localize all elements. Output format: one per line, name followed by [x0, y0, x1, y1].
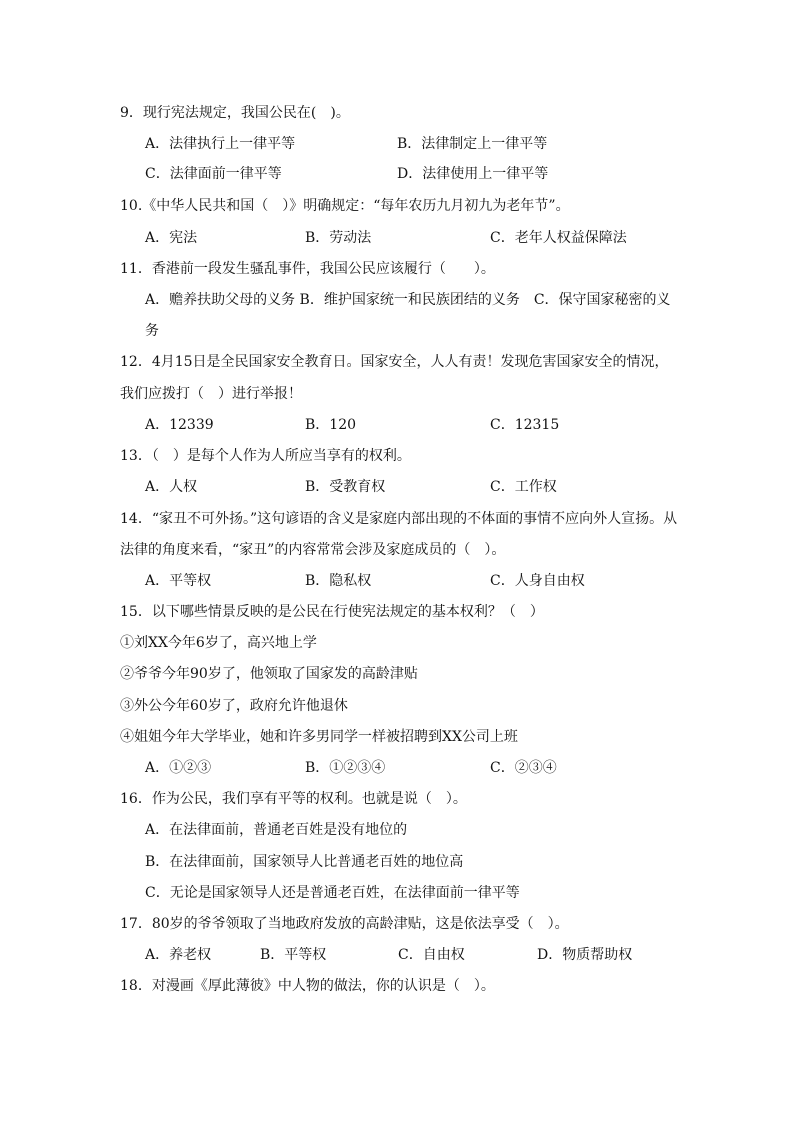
question-17-stem: 17．80岁的爷爷领取了当地政府发放的高龄津贴，这是依法享受（ ）。 — [120, 916, 569, 932]
question-10-option-b: B．劳动法 — [305, 230, 372, 246]
question-9-option-a: A．法律执行上一律平等 — [145, 136, 296, 152]
question-15-option-b: B．①②③④ — [305, 760, 386, 776]
question-15-item-1: ①刘XX今年6岁了，高兴地上学 — [120, 635, 317, 651]
question-15-item-4: ④姐姐今年大学毕业，她和许多男同学一样被招聘到XX公司上班 — [120, 729, 518, 745]
question-17-option-c: C．自由权 — [398, 947, 465, 963]
question-10-option-a: A．宪法 — [145, 230, 198, 246]
question-17-option-d: D．物质帮助权 — [537, 947, 633, 963]
question-14-stem-line1: 14．“家丑不可外扬。”这句谚语的含义是家庭内部出现的不体面的事情不应向外人宣扬。从 — [120, 511, 678, 527]
question-16-option-a: A．在法律面前，普通老百姓是没有地位的 — [145, 822, 408, 838]
question-17-option-a: A．养老权 — [145, 947, 212, 963]
question-12-option-b: B．120 — [305, 417, 357, 433]
question-15-stem: 15．以下哪些情景反映的是公民在行使宪法规定的基本权利？（ ） — [120, 604, 544, 620]
question-18-stem: 18．对漫画《厚此薄彼》中人物的做法，你的认识是（ ）。 — [120, 978, 495, 994]
question-9-option-d: D．法律使用上一律平等 — [397, 166, 549, 182]
question-15-item-3: ③外公今年60岁了，政府允许他退休 — [120, 698, 348, 714]
question-12-stem-line2: 我们应拨打（ ）进行举报！ — [120, 386, 302, 402]
question-12-option-c: C．12315 — [490, 417, 560, 433]
question-15-option-a: A．①②③ — [145, 760, 212, 776]
question-9-stem: 9．现行宪法规定，我国公民在( )。 — [120, 105, 350, 121]
question-15-option-c: C．②③④ — [490, 760, 557, 776]
question-9-option-b: B．法律制定上一律平等 — [397, 136, 548, 152]
question-16-option-b: B．在法律面前，国家领导人比普通老百姓的地位高 — [145, 854, 464, 870]
question-14-option-a: A．平等权 — [145, 573, 212, 589]
question-17-option-b: B．平等权 — [260, 947, 327, 963]
question-10-stem: 10.《中华人民共和国（ ）》明确规定：“每年农历九月初九为老年节”。 — [120, 198, 570, 214]
question-12-stem-line1: 12．4月15日是全民国家安全教育日。国家安全，人人有责！发现危害国家安全的情况， — [120, 354, 669, 370]
question-16-option-c: C．无论是国家领导人还是普通老百姓，在法律面前一律平等 — [145, 885, 520, 901]
question-15-item-2: ②爷爷今年90岁了，他领取了国家发的高龄津贴 — [120, 666, 418, 682]
question-14-stem-line2: 法律的角度来看，“家丑”的内容常常会涉及家庭成员的（ ）。 — [120, 542, 506, 558]
question-14-option-c: C．人身自由权 — [490, 573, 585, 589]
question-14-option-b: B．隐私权 — [305, 573, 372, 589]
question-11-stem: 11．香港前一段发生骚乱事件，我国公民应该履行（ ）。 — [120, 261, 495, 277]
question-13-stem: 13．（ ）是每个人作为人所应当享有的权利。 — [120, 448, 411, 464]
question-13-option-b: B．受教育权 — [305, 479, 386, 495]
question-11-options-line1: A．赡养扶助父母的义务 B．维护国家统一和民族团结的义务 C．保守国家秘密的义 — [145, 292, 671, 308]
question-13-option-a: A．人权 — [145, 479, 198, 495]
question-13-option-c: C．工作权 — [490, 479, 557, 495]
question-11-options-line2: 务 — [145, 323, 159, 339]
question-12-option-a: A．12339 — [145, 417, 214, 433]
question-10-option-c: C．老年人权益保障法 — [490, 230, 627, 246]
question-9-option-c: C．法律面前一律平等 — [145, 166, 282, 182]
question-16-stem: 16．作为公民，我们享有平等的权利。也就是说（ ）。 — [120, 791, 467, 807]
